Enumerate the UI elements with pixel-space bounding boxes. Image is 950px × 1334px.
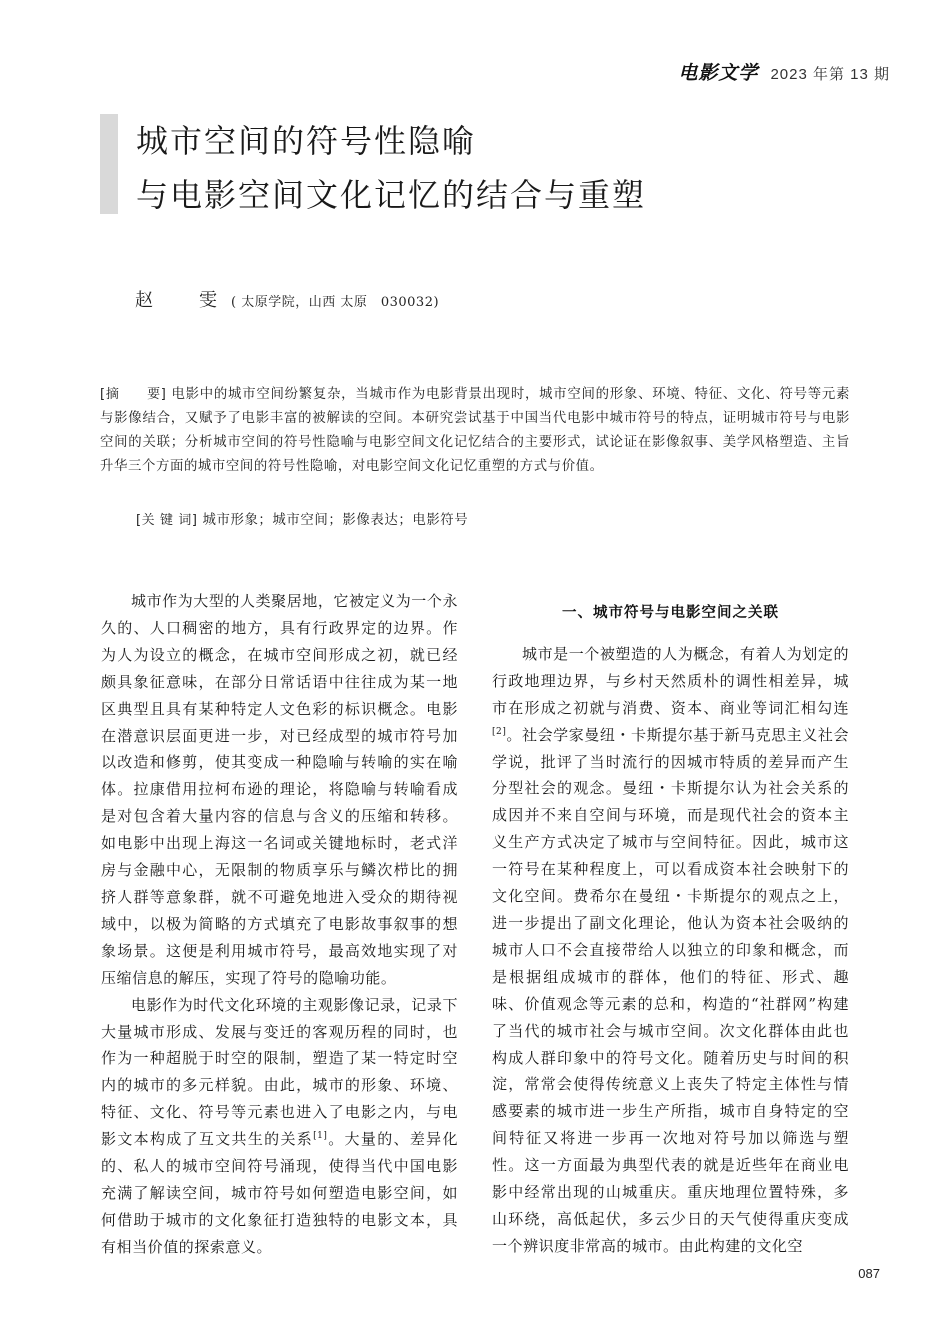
keywords	[136, 509, 850, 533]
title-line-2: 与电影空间文化记忆的结合与重塑	[136, 176, 647, 214]
citation-ref[interactable]: [1]	[313, 1131, 328, 1142]
title-accent-bar	[100, 114, 118, 214]
abstract	[100, 383, 850, 479]
article-title	[136, 114, 856, 222]
keywords-label: [关 键 词]	[136, 513, 198, 528]
paragraph	[101, 992, 458, 1261]
body-column-left	[101, 588, 458, 1261]
journal-logo: 电影文学	[678, 62, 759, 84]
paragraph-text: 电影作为时代文化环境的主观影像记录，记录下大量城市形成、发展与变迁的客观历程的同时，也作为一种超脱于时空的限制，塑造了某一特定时空内的城市的多元样貌。由此，城市的形象、环境、特征、文化、符号等元素也进入了电影之内，与电影文本构成了互文共生的关系	[101, 995, 458, 1149]
author-name: 赵 雯	[135, 290, 231, 311]
abstract-label: [摘 要]	[100, 387, 167, 402]
abstract-text: 电影中的城市空间纷繁复杂，当城市作为电影背景出现时，城市空间的形象、环境、特征、文化、符号等元素与影像结合，又赋予了电影丰富的被解读的空间。本研究尝试基于中国当代电影中城市符号的特点，证明城市符号与电影空间的关联；分析城市空间的符号性隐喻与电影空间文化记忆结合的主要形式，试论证在影像叙事、美学风格塑造、主旨升华三个方面的城市空间的符号性隐喻，对电影空间文化记忆重塑的方式与价值。	[100, 387, 851, 474]
citation-ref[interactable]: [2]	[492, 726, 507, 737]
section-heading: 一、城市符号与电影空间之关联	[562, 605, 779, 621]
issue-number: 2023 年第 13 期	[770, 66, 890, 83]
author-affiliation: ( 太原学院，山西 太原 030032)	[231, 295, 440, 310]
journal-header	[678, 58, 890, 85]
author-block	[135, 286, 439, 312]
paragraph	[492, 641, 849, 1260]
paragraph-text: 。大量的、差异化的、私人的城市空间符号涌现，使得当代中国电影充满了解读空间，城市符号如何塑造电影空间，如何借助于城市的文化象征打造独特的电影文本，具有相当价值的探索意义。	[101, 1130, 458, 1256]
paragraph: 城市作为大型的人类聚居地，它被定义为一个永久的、人口稠密的地方，具有行政界定的边界。作为人为设立的概念，在城市空间形成之初，就已经颇具象征意味，在部分日常话语中往往成为某一地区典型且具有某种特定人文色彩的标识概念。电影在潜意识层面更进一步，对已经成型的城市符号加以改造和修剪，使其变成一种隐喻与转喻的实在喻体。拉康借用拉柯布逊的理论，将隐喻与转喻看成是对包含着大量内容的信息与含义的压缩和转移。如电影中出现上海这一名词或关键地标时，老式洋房与金融中心，无限制的物质享乐与鳞次栉比的拥挤人群等意象群，就不可避免地进入受众的期待视域中，以极为简略的方式填充了电影故事叙事的想象场景。这便是利用城市符号，最高效地实现了对压缩信息的解压，实现了符号的隐喻功能。	[101, 592, 458, 987]
paragraph-text: 。社会学家曼纽・卡斯提尔基于新马克思主义社会学说，批评了当时流行的因城市特质的差异而产生分型社会的观念。曼纽・卡斯提尔认为社会关系的成因并不来自空间与环境，而是现代社会的资本主义生产方式决定了城市与空间特征。因此，城市这一符号在某种程度上，可以看成资本社会映射下的文化空间。费希尔在曼纽・卡斯提尔的观点之上，进一步提出了副文化理论，他认为资本社会吸纳的城市人口不会直接带给人以独立的印象和概念，而是根据组成城市的群体，他们的特征、形式、趣味、价值观念等元素的总和，构造的“社群网”构建了当代的城市社会与城市空间。次文化群体由此也构成人群印象中的符号文化。随着历史与时间的积淀，常常会使得传统意义上丧失了特定主体性与情感要素的城市进一步生产所指，城市自身特定的空间特征又将进一步再一次地对符号加以筛选与塑性。这一方面最为典型代表的就是近些年在商业电影中经常出现的山城重庆。重庆地理位置特殊，多山环绕，高低起伏，多云少日的天气使得重庆变成一个辨识度非常高的城市。由此构建的文化空	[492, 725, 849, 1255]
paragraph-text: 城市是一个被塑造的人为概念，有着人为划定的行政地理边界，与乡村天然质朴的调性相差异，城市在形成之初就与消费、资本、商业等词汇相勾连	[492, 644, 849, 717]
body-column-right	[492, 600, 849, 1260]
page-number: 087	[858, 1266, 880, 1281]
title-line-1: 城市空间的符号性隐喻	[136, 122, 477, 160]
keywords-text: 城市形象；城市空间；影像表达；电影符号	[202, 513, 469, 528]
